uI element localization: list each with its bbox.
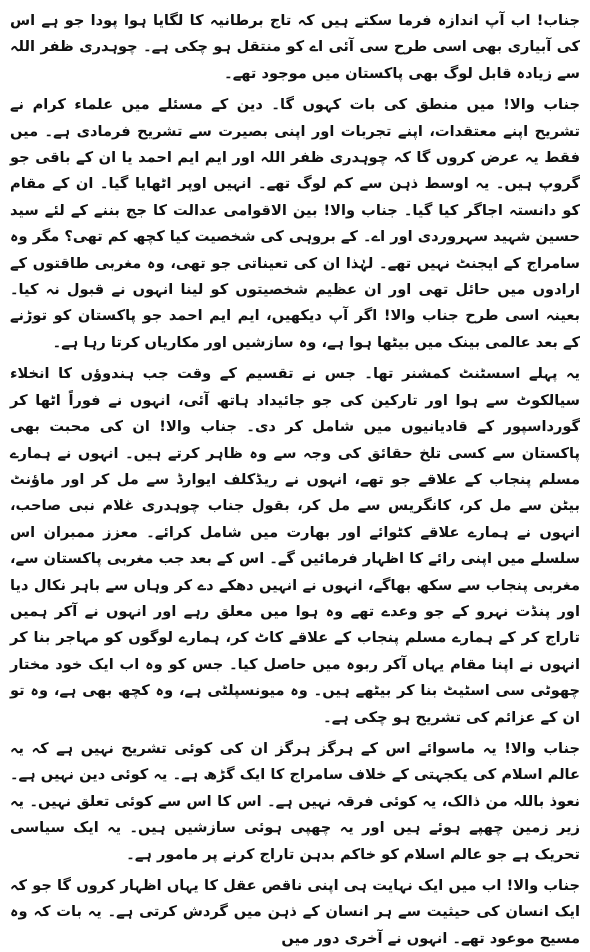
paragraph-1: جناب! اب آپ اندازہ فرما سکتے ہیں کہ تاج برطانیہ کا لگایا ہوا پودا جو ہے اس کی آبیاری بھی اسی طرح سی آئی اے کو منتقل ہو چکی ہے۔ چوہدری ظفر اللہ سے زیادہ قابل لوگ بھی پاکستان میں موجود تھے۔ [10,12,580,82]
paragraph-4: جناب والا! یہ ماسوائے اس کے ہرگز ہرگز ان کی کوئی تشریح نہیں ہے کہ یہ عالم اسلام کی یکجہتی کے خلاف سامراج کا ایک گڑھ ہے۔ یہ کوئی دین نہیں ہے۔ نعوذ باللہ من ذالک، یہ کوئی فرقہ نہیں ہے۔ اس کا اس سے کوئی تعلق نہیں۔ یہ زیر زمین چھپے ہوئے ہیں اور یہ چھپی ہوئی سازشیں ہیں۔ یہ ایک سیاسی تحریک ہے جو عالم اسلام کو خاکم بدہن تاراج کرنے پر مامور ہے۔ [10,739,580,863]
paragraph-2: جناب والا! میں منطق کی بات کہوں گا۔ دین کے مسئلے میں علماء کرام نے تشریح اپنے معتقدات، اپنے تجربات اور اپنی بصیرت سے تشریح فرمادی ہے۔ میں فقط یہ عرض کروں گا کہ چوہدری ظفر اللہ اور ایم ایم احمد یا ان کے باقی جو گروپ ہیں۔ یہ اوسط ذہن سے کم لوگ تھے۔ انہیں اوپر اٹھایا گیا۔ ان کے مقام کو دانستہ اجاگر کیا گیا۔ جناب والا! بین الاقوامی عدالت کا جج بننے کے لئے سید حسین شہید سہروردی اور اے۔ کے بروہی کی شخصیت کیا کچھ کم تھی؟ مگر وہ سامراج کے ایجنٹ نہیں تھے۔ لہٰذا ان کی تعیناتی جو تھی، وہ مغربی طاقتوں کے ارادوں میں حائل تھی اور ان عظیم شخصیتوں کو لینا انہوں نے قبول نہ کیا۔ بعینہ اسی طرح جناب والا! اگر آپ دیکھیں، ایم ایم احمد جو پاکستان کو توڑنے کے بعد عالمی بینک میں بیٹھا ہوا ہے، وہ سازشیں اور مکاریاں کرتا رہا ہے۔ [10,96,580,351]
paragraph-3: یہ پہلے اسسٹنٹ کمشنر تھا۔ جس نے تقسیم کے وقت جب ہندوؤں کا انخلاء سیالکوٹ سے ہوا اور تارکین کی جو جائیداد ہاتھ آئی، انہوں نے فوراً اٹھا کر گورداسپور کے قادیانیوں میں شامل کر دی۔ جناب والا! ان کی محبت بھی پاکستان سے کسی تلخ حقائق کی وجہ سے وہ ظاہر کرتے ہیں۔ انہوں نے ہمارے مسلم پنجاب کے علاقے جو تھے، انہوں نے ریڈکلف ایوارڈ سے مل کر اور ماؤنٹ بیٹن سے مل کر، کانگریس سے مل کر، بقول جناب چوہدری غلام نبی صاحب، انہوں نے ہمارے علاقے کٹوائے اور بھارت میں شامل کرائے۔ معزز ممبران اس سلسلے میں اپنی رائے کا اظہار فرمائیں گے۔ اس کے بعد جب مغربی پاکستان سے، مغربی پنجاب سے سکھ بھاگے، انہوں نے انہیں دھکے دے کر وہاں سے باہر نکال دیا اور پنڈت نہرو کے جو وعدے تھے وہ ہوا میں معلق رہے اور انہوں نے آکر ہمیں تاراج کر کے ہمارے مسلم پنجاب کے علاقے کاٹ کر، ہمارے لوگوں کو مہاجر بنا کر انہوں نے اپنا مقام یہاں آکر ربوہ میں حاصل کیا۔ جس کو وہ اب ایک خود مختار چھوٹی سی اسٹیٹ بنا کر بیٹھے ہیں۔ وہ میونسپلٹی ہے، وہ کچھ بھی ہے، وہ تو ان کے عزائم کی تشریح ہو چکی ہے۔ [10,365,580,726]
paragraph-5: جناب والا! اب میں ایک نہایت ہی اپنی ناقص عقل کا یہاں اظہار کروں گا جو کہ ایک انسان کی حیثیت سے ہر انسان کے ذہن میں گردش کرتی ہے۔ یہ بات کہ وہ مسیح موعود تھے۔ انہوں نے آخری دور میں [10,877,580,947]
